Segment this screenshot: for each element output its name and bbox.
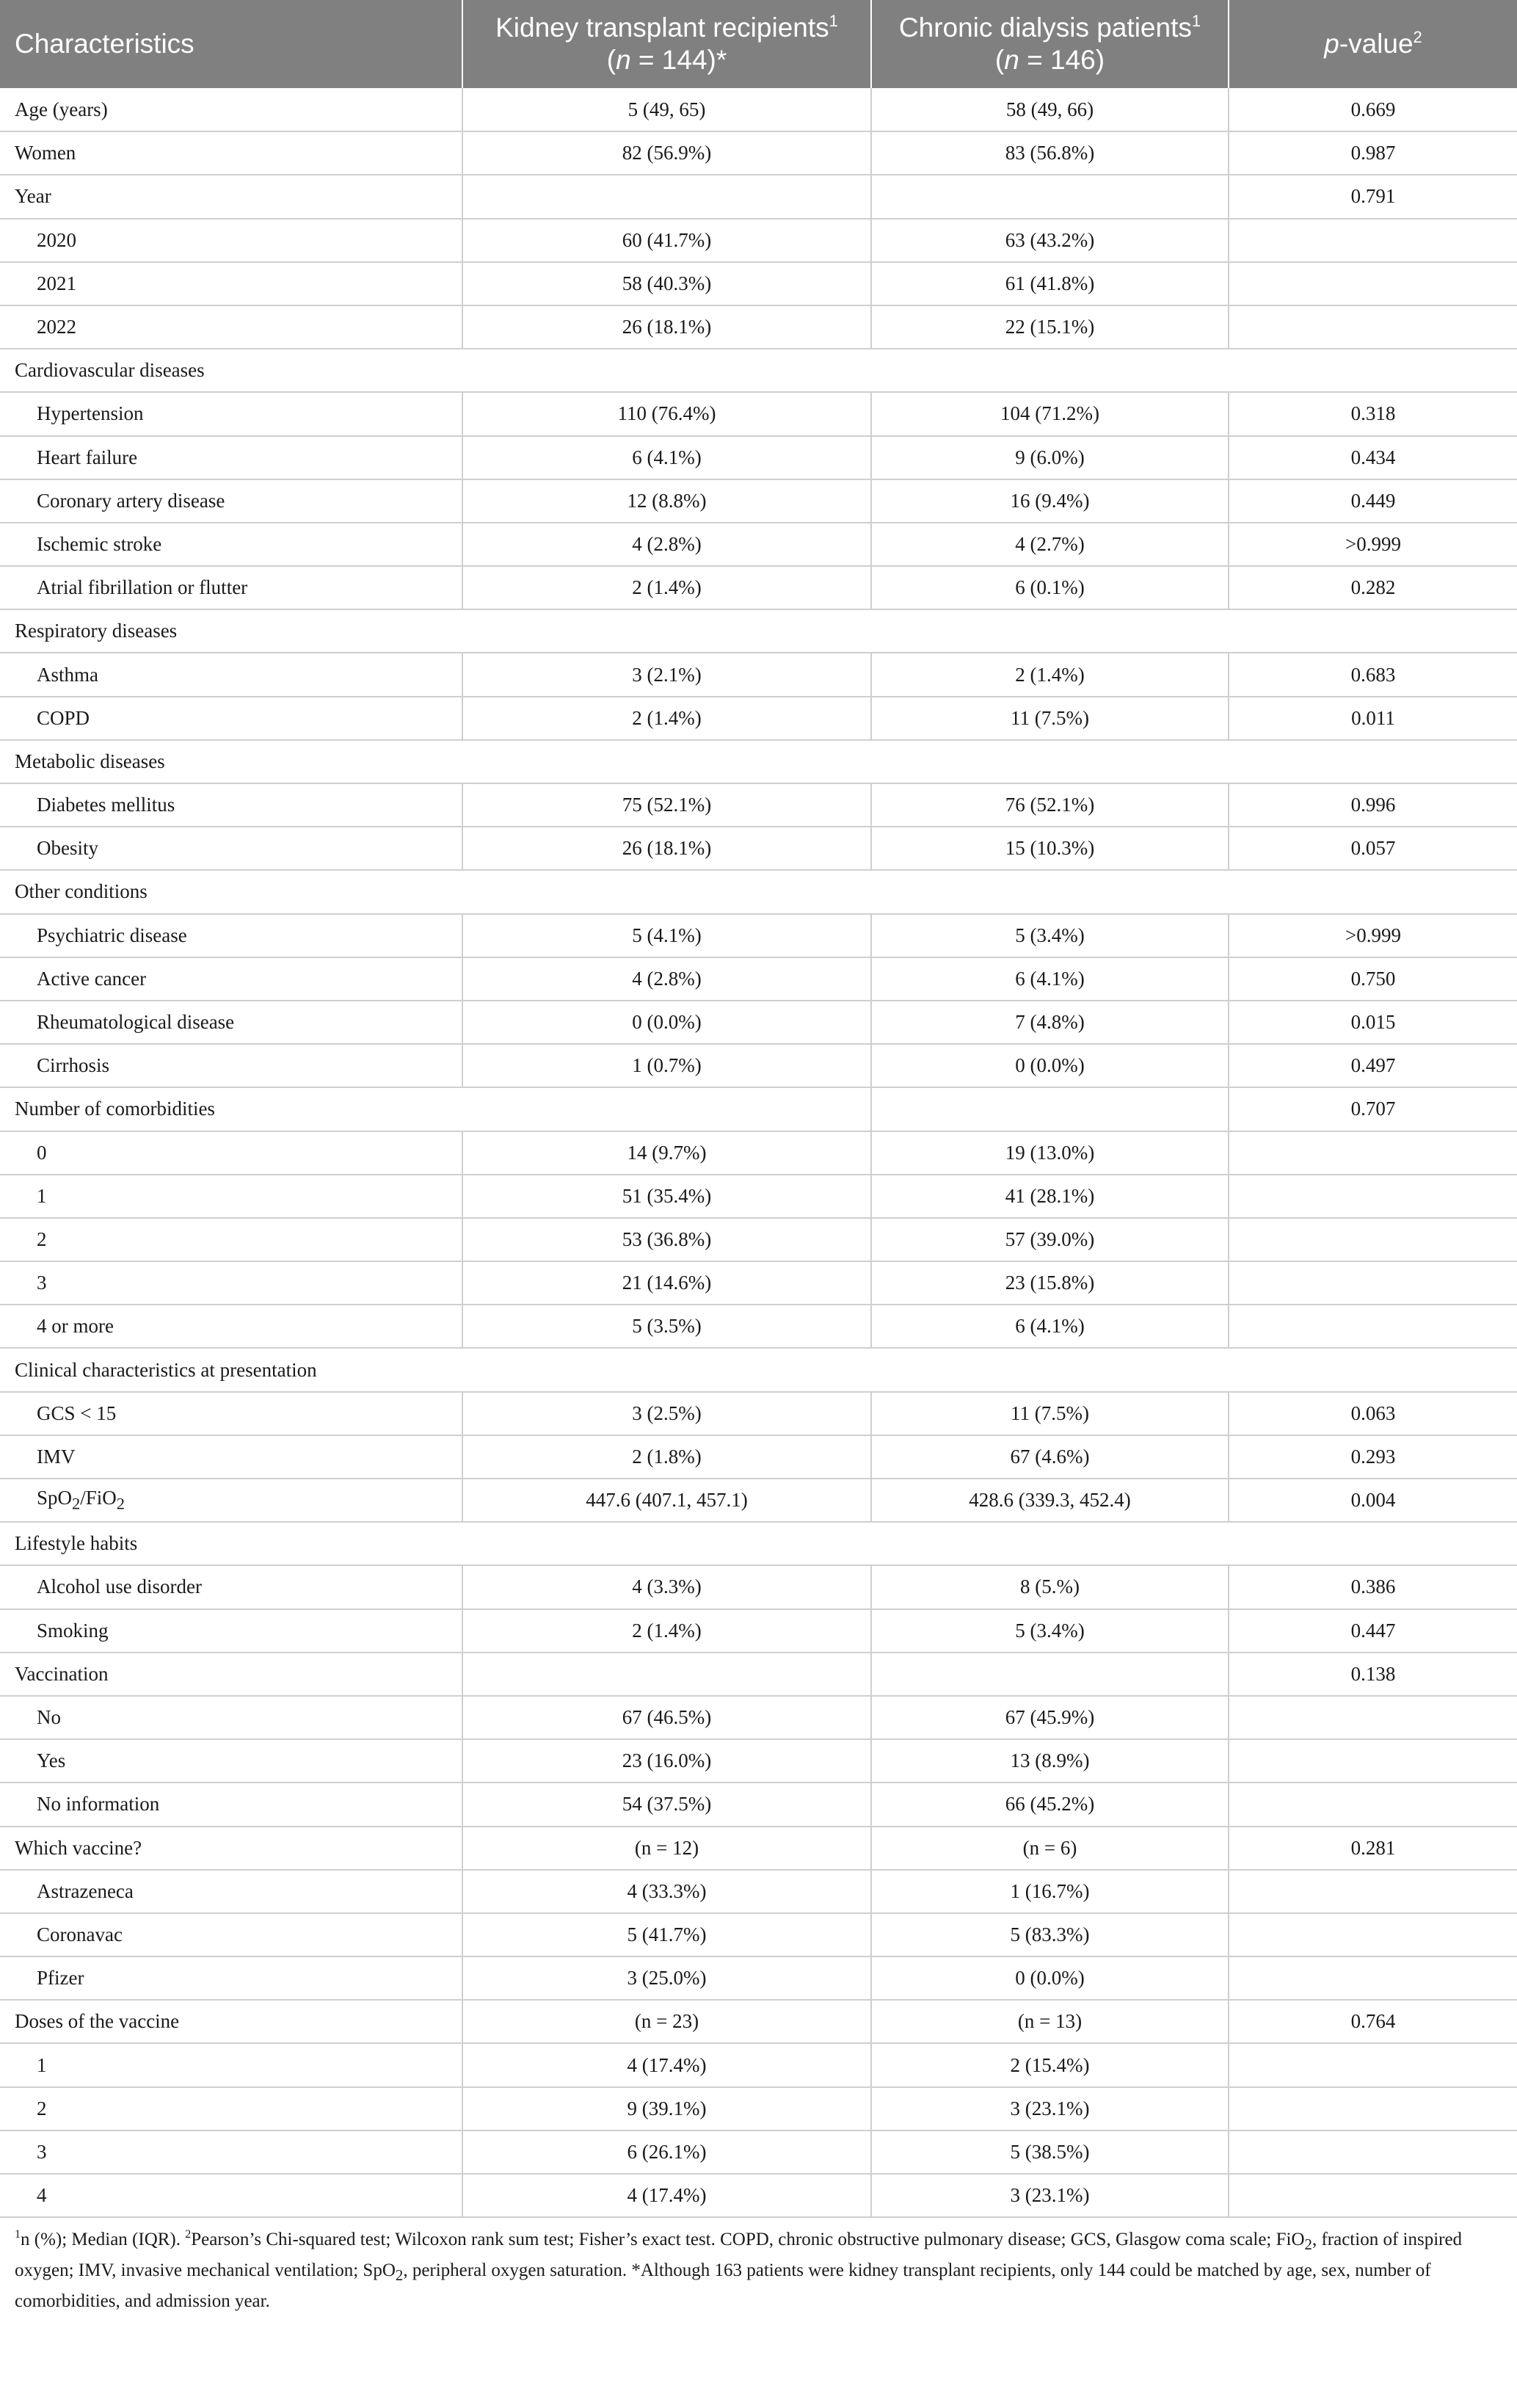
row-label: 1: [0, 2043, 462, 2086]
table-row: [0, 2130, 1517, 2174]
cell-p-value: [1229, 219, 1517, 262]
cell-dialysis: 66 (45.2%): [871, 1783, 1229, 1826]
table-row: [0, 1609, 1517, 1653]
cell-dialysis: 11 (7.5%): [871, 1392, 1229, 1435]
cell-transplant: 5 (3.5%): [462, 1305, 871, 1348]
table-row: [0, 740, 1517, 783]
cell-dialysis: 2 (1.4%): [871, 653, 1229, 696]
cell-p-value: [1229, 262, 1517, 305]
cell-dialysis: 5 (3.4%): [871, 914, 1229, 957]
table-row: [0, 1131, 1517, 1175]
cell-p-value: [1229, 1913, 1517, 1956]
cell-transplant: 5 (4.1%): [462, 914, 871, 957]
row-label: 0: [0, 1131, 462, 1175]
cell-p-value: [1229, 1305, 1517, 1348]
table-row: [0, 523, 1517, 566]
cell-transplant: 2 (1.4%): [462, 697, 871, 740]
cell-dialysis: 8 (5.%): [871, 1565, 1229, 1609]
table-row: [0, 436, 1517, 479]
table-row: [0, 1218, 1517, 1261]
cell-p-value: 0.669: [1229, 88, 1517, 131]
cell-transplant: 5 (41.7%): [462, 1913, 871, 1956]
row-label: Diabetes mellitus: [0, 783, 462, 827]
table-row: [0, 1653, 1517, 1696]
table-row: [0, 175, 1517, 218]
row-label: 4 or more: [0, 1305, 462, 1348]
row-label: 2021: [0, 262, 462, 305]
row-label: GCS < 15: [0, 1392, 462, 1435]
table-row: [0, 2043, 1517, 2086]
cell-dialysis: 67 (4.6%): [871, 1435, 1229, 1479]
row-label: Women: [0, 131, 462, 175]
cell-dialysis: 83 (56.8%): [871, 131, 1229, 175]
row-label: Rheumatological disease: [0, 1001, 462, 1044]
cell-transplant: 4 (2.8%): [462, 523, 871, 566]
cell-transplant: (n = 23): [462, 2000, 871, 2043]
cell-p-value: 0.004: [1229, 1479, 1517, 1522]
cell-dialysis: 5 (3.4%): [871, 1609, 1229, 1653]
cell-transplant: 6 (4.1%): [462, 436, 871, 479]
cell-p-value: [1229, 1956, 1517, 2000]
table-row: [0, 1739, 1517, 1783]
cell-p-value: [1229, 1783, 1517, 1826]
row-label: Obesity: [0, 827, 462, 870]
cell-transplant: [462, 1653, 871, 1696]
table-row: [0, 479, 1517, 523]
row-label: 1: [0, 1175, 462, 1218]
row-label: Respiratory diseases: [0, 609, 1517, 653]
cell-transplant: [462, 175, 871, 218]
table-row: [0, 827, 1517, 870]
table-row: [0, 1044, 1517, 1087]
cell-dialysis: 58 (49, 66): [871, 88, 1229, 131]
cell-transplant: 5 (49, 65): [462, 88, 871, 131]
cell-dialysis: (n = 6): [871, 1827, 1229, 1870]
table-row: [0, 914, 1517, 957]
cell-transplant: 54 (37.5%): [462, 1783, 871, 1826]
cell-p-value: 0.750: [1229, 957, 1517, 1001]
row-label: Year: [0, 175, 462, 218]
cell-p-value: [1229, 1131, 1517, 1175]
cell-dialysis: 1 (16.7%): [871, 1870, 1229, 1913]
cell-p-value: 0.447: [1229, 1609, 1517, 1653]
table-row: [0, 653, 1517, 696]
cell-p-value: 0.063: [1229, 1392, 1517, 1435]
cell-transplant: 26 (18.1%): [462, 305, 871, 349]
cell-p-value: [1229, 1218, 1517, 1261]
header-kidney-transplant: Kidney transplant recipients$^1$ (n = 144)*: [462, 0, 871, 88]
table-row: [0, 2087, 1517, 2130]
cell-transplant: 4 (33.3%): [462, 1870, 871, 1913]
cell-transplant: 58 (40.3%): [462, 262, 871, 305]
cell-dialysis: 4 (2.7%): [871, 523, 1229, 566]
row-label: Doses of the vaccine: [0, 2000, 462, 2043]
cell-dialysis: 63 (43.2%): [871, 219, 1229, 262]
cell-p-value: 0.449: [1229, 479, 1517, 523]
table-row: [0, 1522, 1517, 1565]
cell-dialysis: 11 (7.5%): [871, 697, 1229, 740]
row-label: IMV: [0, 1435, 462, 1479]
cell-transplant: 9 (39.1%): [462, 2087, 871, 2130]
cell-p-value: 0.293: [1229, 1435, 1517, 1479]
cell-transplant: 3 (2.1%): [462, 653, 871, 696]
cell-transplant: 3 (25.0%): [462, 1956, 871, 2000]
cell-transplant: 447.6 (407.1, 457.1): [462, 1479, 871, 1522]
row-label: 2: [0, 1218, 462, 1261]
row-label: 2022: [0, 305, 462, 349]
row-label: Astrazeneca: [0, 1870, 462, 1913]
cell-dialysis: 6 (0.1%): [871, 566, 1229, 609]
cell-p-value: [1229, 2130, 1517, 2174]
cell-dialysis: [871, 1653, 1229, 1696]
row-label: Atrial fibrillation or flutter: [0, 566, 462, 609]
cell-dialysis: 0 (0.0%): [871, 1956, 1229, 2000]
table-row: [0, 1261, 1517, 1305]
cell-dialysis: 22 (15.1%): [871, 305, 1229, 349]
cell-dialysis: 23 (15.8%): [871, 1261, 1229, 1305]
cell-transplant: 21 (14.6%): [462, 1261, 871, 1305]
row-label: SpO$_2$/FiO$_2$: [0, 1479, 462, 1522]
table-row: [0, 88, 1517, 131]
cell-dialysis: 3 (23.1%): [871, 2174, 1229, 2217]
table-row: [0, 1956, 1517, 2000]
cell-transplant: 26 (18.1%): [462, 827, 871, 870]
cell-transplant: 2 (1.4%): [462, 566, 871, 609]
cell-transplant: 12 (8.8%): [462, 479, 871, 523]
cell-p-value: 0.497: [1229, 1044, 1517, 1087]
row-label: Hypertension: [0, 392, 462, 435]
cell-p-value: [1229, 2174, 1517, 2217]
cell-p-value: 0.281: [1229, 1827, 1517, 1870]
row-label: Other conditions: [0, 870, 1517, 913]
cell-dialysis: (n = 13): [871, 2000, 1229, 2043]
cell-transplant: 4 (17.4%): [462, 2043, 871, 2086]
cell-dialysis: 76 (52.1%): [871, 783, 1229, 827]
cell-dialysis: [871, 175, 1229, 218]
table-row: [0, 1870, 1517, 1913]
cell-transplant: 14 (9.7%): [462, 1131, 871, 1175]
cell-transplant: 53 (36.8%): [462, 1218, 871, 1261]
table-row: [0, 1435, 1517, 1479]
cell-p-value: 0.011: [1229, 697, 1517, 740]
cell-p-value: [1229, 1739, 1517, 1783]
cell-p-value: >0.999: [1229, 914, 1517, 957]
cell-dialysis: 3 (23.1%): [871, 2087, 1229, 2130]
cell-transplant: 1 (0.7%): [462, 1044, 871, 1087]
cell-p-value: 0.987: [1229, 131, 1517, 175]
row-label: 2020: [0, 219, 462, 262]
cell-transplant: 4 (2.8%): [462, 957, 871, 1001]
cell-transplant: 23 (16.0%): [462, 1739, 871, 1783]
row-label: Alcohol use disorder: [0, 1565, 462, 1609]
cell-p-value: 0.707: [1229, 1087, 1517, 1131]
cell-transplant: 2 (1.8%): [462, 1435, 871, 1479]
cell-p-value: 0.764: [1229, 2000, 1517, 2043]
cell-dialysis: 15 (10.3%): [871, 827, 1229, 870]
cell-p-value: 0.434: [1229, 436, 1517, 479]
cell-dialysis: 428.6 (339.3, 452.4): [871, 1479, 1229, 1522]
row-label: COPD: [0, 697, 462, 740]
cell-dialysis: 7 (4.8%): [871, 1001, 1229, 1044]
cell-p-value: 0.138: [1229, 1653, 1517, 1696]
table-row: [0, 2174, 1517, 2217]
cell-dialysis: 41 (28.1%): [871, 1175, 1229, 1218]
cell-p-value: 0.791: [1229, 175, 1517, 218]
cell-p-value: [1229, 2043, 1517, 2086]
row-label: Cardiovascular diseases: [0, 349, 1517, 392]
cell-dialysis: [871, 1087, 1229, 1131]
cell-p-value: [1229, 305, 1517, 349]
row-label: Active cancer: [0, 957, 462, 1001]
row-label: Clinical characteristics at presentation: [0, 1348, 1517, 1391]
table-row: [0, 1827, 1517, 1870]
table-row: [0, 262, 1517, 305]
cell-dialysis: 9 (6.0%): [871, 436, 1229, 479]
table-row: [0, 1783, 1517, 1826]
row-label: Cirrhosis: [0, 1044, 462, 1087]
table-row: [0, 957, 1517, 1001]
table-row: [0, 349, 1517, 392]
row-label: Psychiatric disease: [0, 914, 462, 957]
cell-dialysis: 0 (0.0%): [871, 1044, 1229, 1087]
cell-dialysis: 2 (15.4%): [871, 2043, 1229, 2086]
row-label: Which vaccine?: [0, 1827, 462, 1870]
table-row: [0, 697, 1517, 740]
cell-dialysis: 13 (8.9%): [871, 1739, 1229, 1783]
row-label: Pfizer: [0, 1956, 462, 2000]
table-row: [0, 1087, 1517, 1131]
table-row: [0, 783, 1517, 827]
row-label: Heart failure: [0, 436, 462, 479]
cell-transplant: 0 (0.0%): [462, 1001, 871, 1044]
table-row: [0, 1348, 1517, 1391]
cell-dialysis: 6 (4.1%): [871, 1305, 1229, 1348]
table-row: [0, 1479, 1517, 1522]
header-characteristics: Characteristics: [0, 0, 462, 88]
cell-transplant: 3 (2.5%): [462, 1392, 871, 1435]
cell-p-value: 0.057: [1229, 827, 1517, 870]
cell-dialysis: 6 (4.1%): [871, 957, 1229, 1001]
cell-dialysis: 61 (41.8%): [871, 262, 1229, 305]
cell-transplant: 2 (1.4%): [462, 1609, 871, 1653]
table-row: [0, 870, 1517, 913]
cell-dialysis: 5 (38.5%): [871, 2130, 1229, 2174]
row-label: 4: [0, 2174, 462, 2217]
row-label: 3: [0, 1261, 462, 1305]
cell-p-value: [1229, 1175, 1517, 1218]
row-label: Coronary artery disease: [0, 479, 462, 523]
table-row: [0, 1001, 1517, 1044]
cell-transplant: (n = 12): [462, 1827, 871, 1870]
row-label: Asthma: [0, 653, 462, 696]
table-row: [0, 1565, 1517, 1609]
row-label: Smoking: [0, 1609, 462, 1653]
table-row: [0, 566, 1517, 609]
header-p-value: p-value$^2$: [1229, 0, 1517, 88]
row-label: No: [0, 1696, 462, 1739]
table-row: [0, 1913, 1517, 1956]
row-label: Lifestyle habits: [0, 1522, 1517, 1565]
row-label: No information: [0, 1783, 462, 1826]
cell-p-value: 0.015: [1229, 1001, 1517, 1044]
cell-dialysis: 67 (45.9%): [871, 1696, 1229, 1739]
table-row: [0, 392, 1517, 435]
cell-p-value: 0.683: [1229, 653, 1517, 696]
table-row: [0, 1305, 1517, 1348]
cell-p-value: [1229, 1696, 1517, 1739]
cell-transplant: 51 (35.4%): [462, 1175, 871, 1218]
row-label: Number of comorbidities: [0, 1087, 871, 1131]
row-label: Ischemic stroke: [0, 523, 462, 566]
cell-p-value: [1229, 1261, 1517, 1305]
row-label: Coronavac: [0, 1913, 462, 1956]
cell-transplant: 67 (46.5%): [462, 1696, 871, 1739]
row-label: 3: [0, 2130, 462, 2174]
cell-dialysis: 16 (9.4%): [871, 479, 1229, 523]
cell-p-value: 0.386: [1229, 1565, 1517, 1609]
cell-dialysis: 57 (39.0%): [871, 1218, 1229, 1261]
cell-dialysis: 104 (71.2%): [871, 392, 1229, 435]
cell-p-value: 0.282: [1229, 566, 1517, 609]
table-header-row: [0, 0, 1517, 88]
table-row: [0, 1175, 1517, 1218]
cell-dialysis: 19 (13.0%): [871, 1131, 1229, 1175]
cell-p-value: 0.996: [1229, 783, 1517, 827]
cell-transplant: 82 (56.9%): [462, 131, 871, 175]
cell-p-value: [1229, 1870, 1517, 1913]
cell-p-value: 0.318: [1229, 392, 1517, 435]
row-label: Vaccination: [0, 1653, 462, 1696]
cell-transplant: 4 (3.3%): [462, 1565, 871, 1609]
row-label: Yes: [0, 1739, 462, 1783]
cell-p-value: [1229, 2087, 1517, 2130]
cell-transplant: 6 (26.1%): [462, 2130, 871, 2174]
table-row: [0, 609, 1517, 653]
table-row: [0, 305, 1517, 349]
cell-transplant: 75 (52.1%): [462, 783, 871, 827]
table-row: [0, 131, 1517, 175]
header-chronic-dialysis: Chronic dialysis patients$^1$ (n = 146): [871, 0, 1229, 88]
table-row: [0, 1392, 1517, 1435]
cell-transplant: 4 (17.4%): [462, 2174, 871, 2217]
table-row: [0, 2000, 1517, 2043]
cell-p-value: >0.999: [1229, 523, 1517, 566]
row-label: 2: [0, 2087, 462, 2130]
cell-dialysis: 5 (83.3%): [871, 1913, 1229, 1956]
row-label: Age (years): [0, 88, 462, 131]
row-label: Metabolic diseases: [0, 740, 1517, 783]
cell-transplant: 110 (76.4%): [462, 392, 871, 435]
table-row: [0, 1696, 1517, 1739]
table-row: [0, 219, 1517, 262]
table-footnote: $^1$n (%); Median (IQR). $^2$Pearson’s Chi-squared test; Wilcoxon rank sum test; Fisher’s exact test. COPD, chronic obstructive pulmonary disease; GCS, Glasgow coma scale; FiO$_2$, fraction of inspired oxygen; IMV, invasive mechanical ventilation; SpO$_2$, peripheral oxygen saturation. *Although 163 patients were kidney transplant recipients, only 144 could be matched by age, sex, number of comorbidities, and admission year.: [15, 2228, 1463, 2312]
cell-transplant: 60 (41.7%): [462, 219, 871, 262]
